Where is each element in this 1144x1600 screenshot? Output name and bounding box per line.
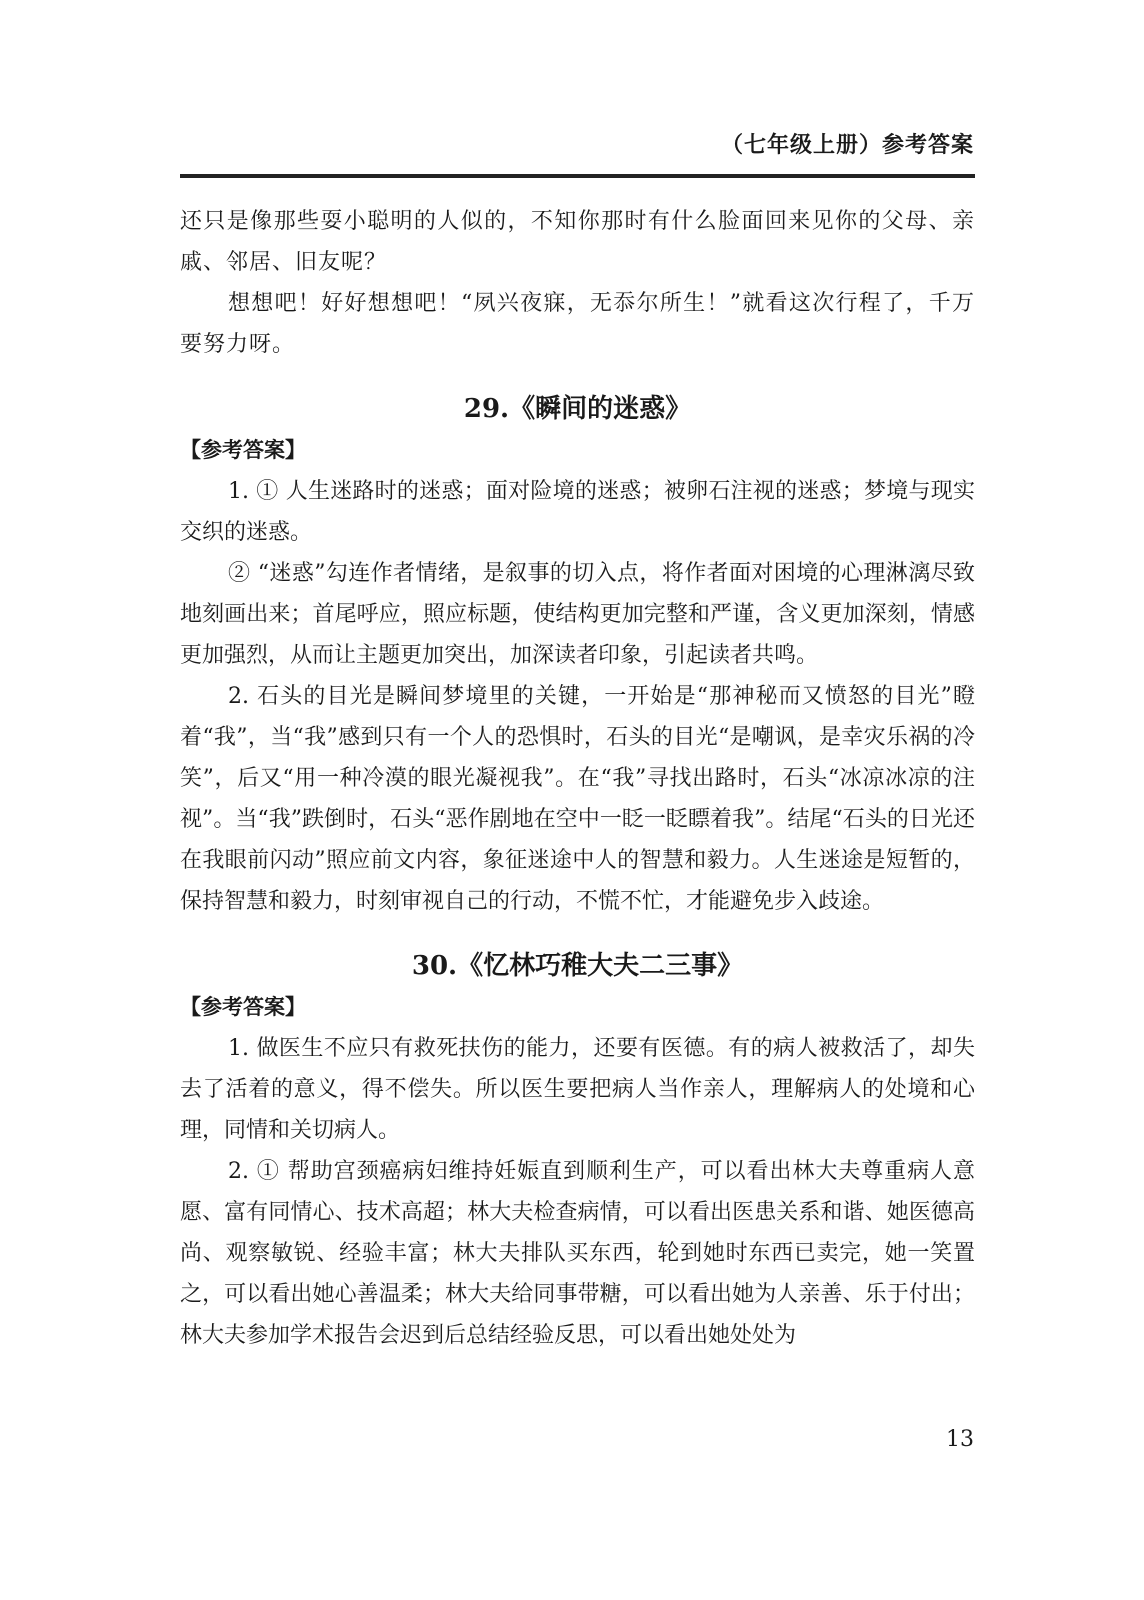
page-number: 13 xyxy=(946,1427,974,1452)
header-rule xyxy=(180,174,975,178)
section-title-30: 30.《忆林巧稚大夫二三事》 xyxy=(411,951,744,981)
answer-29-paragraph-3: 2. 石头的目光是瞬间梦境里的关键，一开始是“那神秘而又愤怒的目光”瞪着“我”，当“我”感到只有一个人的恐惧时，石头的目光“是嘲讽，是幸灾乐祸的冷笑”，后又“用一种冷漠的眼光凝视我”。在“我”寻找出路时，石头“冰凉冰凉的注视”。当“我”跌倒时，石头“恶作剧地在空中一眨一眨瞟着我”。结尾“石头的日光还在我眼前闪动”照应前文内容，象征迷途中人的智慧和毅力。人生迷途是短暂的，保持智慧和毅力，时刻审视自己的行动，不慌不忙，才能避免步入歧途。 xyxy=(180,684,975,914)
running-header-title: （七年级上册）参考答案 xyxy=(720,133,974,158)
answer-29-paragraph-2: ② “迷惑”勾连作者情绪，是叙事的切入点，将作者面对困境的心理淋漓尽致地刻画出来；首尾呼应，照应标题，使结构更加完整和严谨，含义更加深刻，情感更加强烈，从而让主题更加突出，加深读者印象，引起读者共鸣。 xyxy=(180,561,975,668)
answer-29-paragraph-1: 1. ① 人生迷路时的迷惑；面对险境的迷惑；被卵石注视的迷惑；梦境与现实交织的迷惑。 xyxy=(180,479,975,545)
intro-paragraph-1: 还只是像那些耍小聪明的人似的，不知你那时有什么脸面回来见你的父母、亲戚、邻居、旧友呢？ xyxy=(180,209,975,275)
spacer xyxy=(180,365,975,389)
page-content xyxy=(180,201,975,1356)
spacer xyxy=(180,922,975,946)
answer-heading-29: 【参考答案】 xyxy=(180,438,306,462)
answer-30-paragraph-1: 1. 做医生不应只有救死扶伤的能力，还要有医德。有的病人被救活了，却失去了活着的意义，得不偿失。所以医生要把病人当作亲人，理解病人的处境和心理，同情和关切病人。 xyxy=(180,1036,975,1143)
answer-30-paragraph-2: 2. ① 帮助宫颈癌病妇维持妊娠直到顺利生产，可以看出林大夫尊重病人意愿、富有同情心、技术高超；林大夫检查病情，可以看出医患关系和谐、她医德高尚、观察敏锐、经验丰富；林大夫排队买东西，轮到她时东西已卖完，她一笑置之，可以看出她心善温柔；林大夫给同事带糖，可以看出她为人亲善、乐于付出；林大夫参加学术报告会迟到后总结经验反思，可以看出她处处为 xyxy=(180,1159,975,1348)
answer-heading-30: 【参考答案】 xyxy=(180,995,306,1019)
intro-paragraph-2: 想想吧！好好想想吧！“夙兴夜寐，无忝尔所生！”就看这次行程了，千万要努力呀。 xyxy=(180,291,975,357)
section-title-29: 29.《瞬间的迷惑》 xyxy=(463,394,692,424)
